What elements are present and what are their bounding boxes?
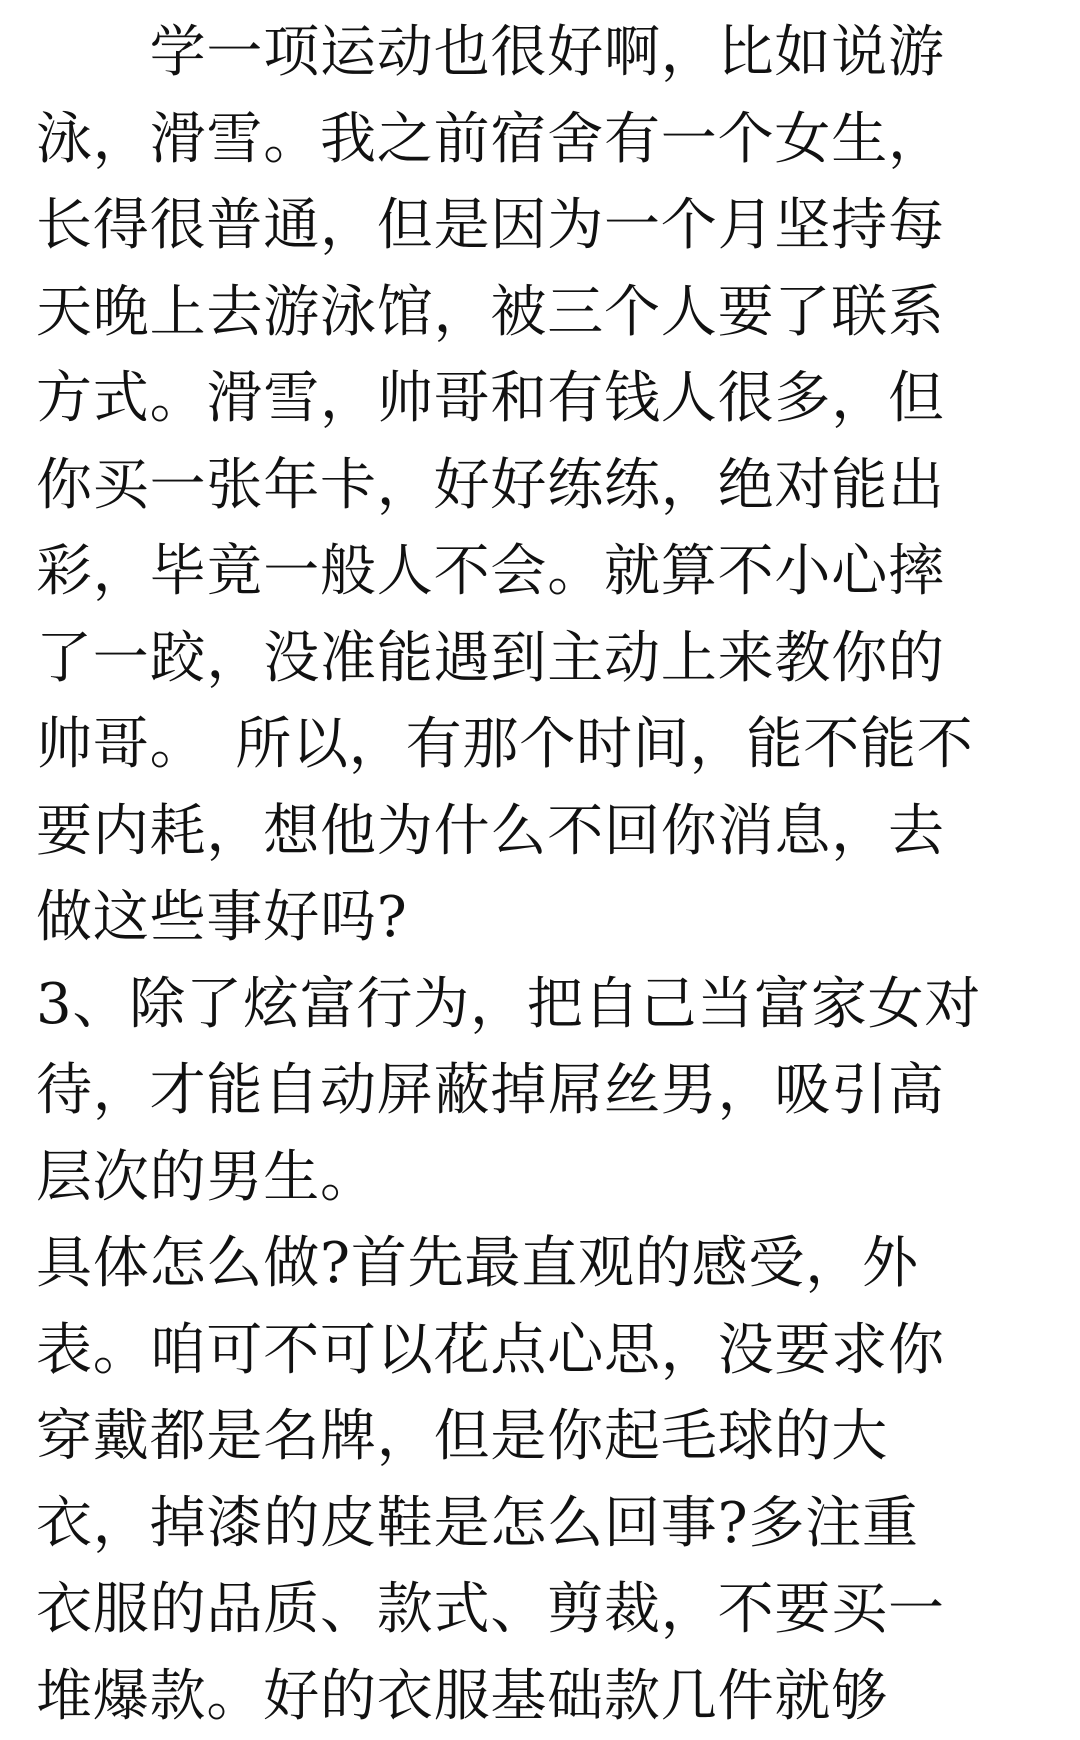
text-line-8: 了一跤，没准能遇到主动上来教你的 [36,616,1046,703]
text-line-6: 你买一张年卡，好好练练，绝对能出 [36,443,1046,530]
text-line-12: 3、除了炫富行为，把自己当富家女对 [36,962,1046,1049]
text-line-13: 待，才能自动屏蔽掉屌丝男，吸引高 [36,1048,1046,1135]
text-line-9: 帅哥。 所以，有那个时间，能不能不 [36,702,1046,789]
text-line-16: 表。咱可不可以花点心思，没要求你 [36,1308,1046,1395]
text-line-18: 衣，掉漆的皮鞋是怎么回事?多注重 [36,1481,1046,1568]
text-line-4: 天晚上去游泳馆，被三个人要了联系 [36,270,1046,357]
text-line-2: 泳，滑雪。我之前宿舍有一个女生， [36,97,1046,184]
text-line-14: 层次的男生。 [36,1135,1046,1222]
text-line-7: 彩，毕竟一般人不会。就算不小心摔 [36,529,1046,616]
text-line-17: 穿戴都是名牌，但是你起毛球的大 [36,1394,1046,1481]
text-line-20: 堆爆款。好的衣服基础款几件就够 [36,1654,1046,1740]
text-line-3: 长得很普通，但是因为一个月坚持每 [36,183,1046,270]
text-line-11: 做这些事好吗? [36,875,1046,962]
text-line-1: 学一项运动也很好啊，比如说游 [36,10,1046,97]
text-line-19: 衣服的品质、款式、剪裁，不要买一 [36,1567,1046,1654]
text-line-5: 方式。滑雪，帅哥和有钱人很多，但 [36,356,1046,443]
text-line-10: 要内耗，想他为什么不回你消息，去 [36,789,1046,876]
text-line-15: 具体怎么做?首先最直观的感受，外 [36,1221,1046,1308]
article-text [36,10,1046,1740]
